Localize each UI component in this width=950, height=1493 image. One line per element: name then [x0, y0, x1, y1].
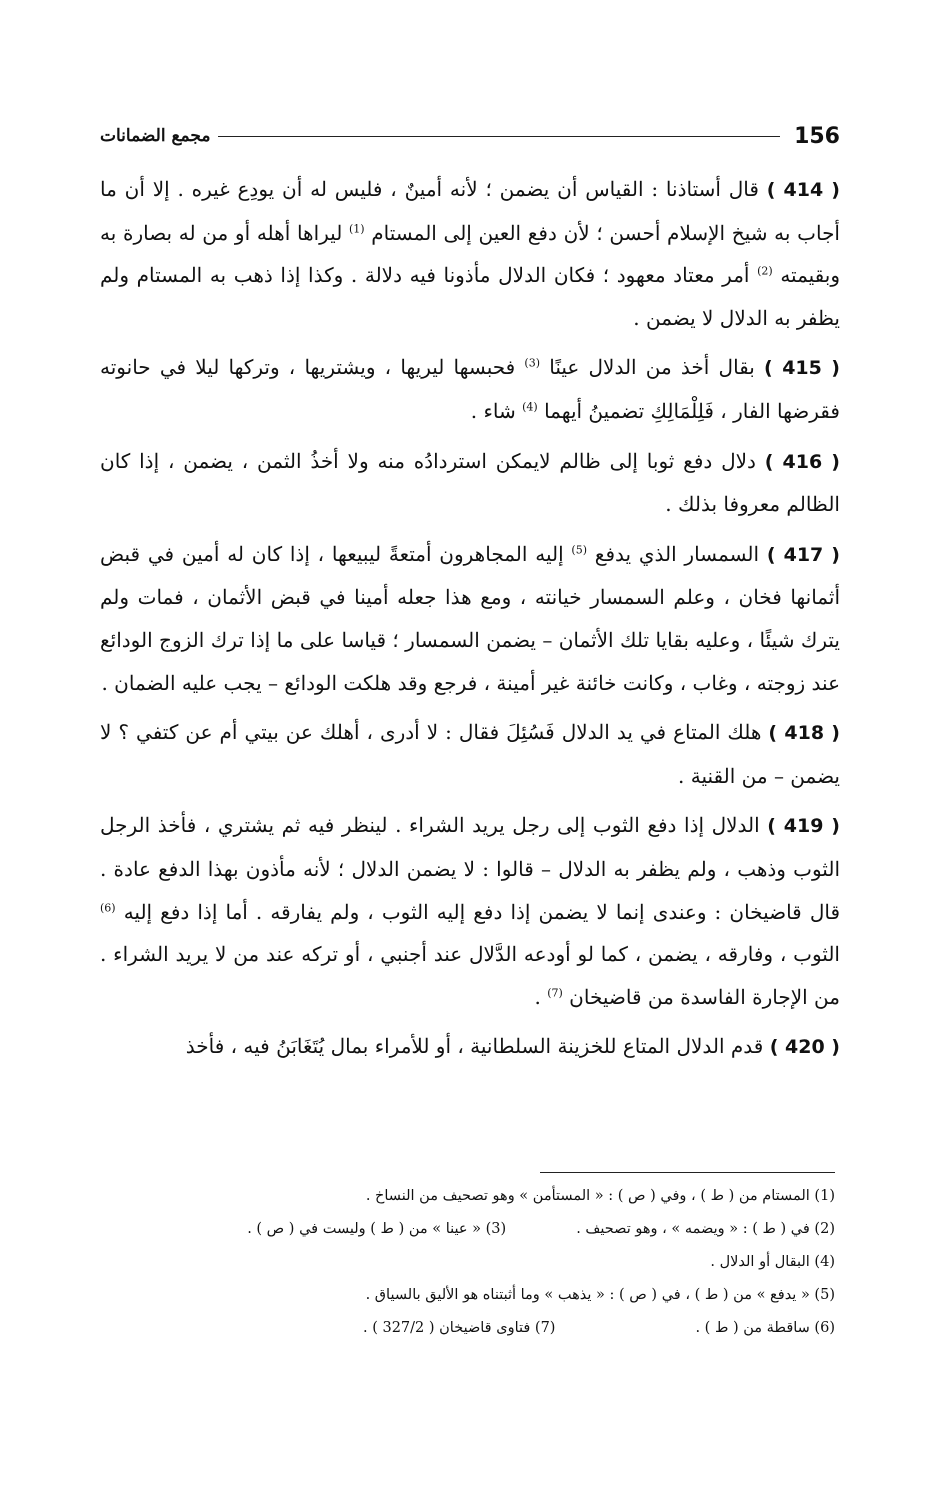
paragraph-text: قدم الدلال المتاع للخزينة السلطانية ، أو للأمراء بمال يُتَغَابَنُ فيه ، فأخذ	[185, 1034, 764, 1059]
footnote-separator	[540, 1172, 835, 1173]
paragraph-number: ( 419 )	[767, 815, 840, 838]
paragraph-text: إليه المجاهرون أمتعةً ليبيعها ، إذا كان له أمين في قبض أثمانها فخان ، وعلم السمسار خيانته ، ومع هذا جعله أمينا في قبض الأثمان ، فمات ولم يترك شيئًا ، وعليه بقايا تلك الأثمان – يضمن السمسار ؛ قياسا على ما إذا ترك الزوج الودائع عند زوجته ، وغاب ، وكانت خائنة غير أمينة ، فرجع وقد هلكت الودائع – يجب عليه الضمان .	[100, 541, 840, 695]
footnote-4: (4) البقال أو الدلال .	[710, 1254, 835, 1270]
footnote-row	[100, 1312, 835, 1345]
paragraph-416	[100, 440, 840, 526]
paragraph-417	[100, 533, 840, 704]
body-text	[100, 168, 840, 1076]
footnote-ref: (4)	[522, 400, 538, 414]
footnote-row	[100, 1213, 835, 1246]
footnote-ref: (3)	[524, 356, 541, 370]
footnote-row	[100, 1180, 835, 1213]
paragraph-text: فحبسها ليريها ، ويشتريها ، وتركها ليلا في حانوته فقرضها الفار ، فَلِلْمَالِكِ تضمينُ أيهما	[100, 355, 840, 423]
page-header	[100, 118, 840, 154]
paragraph-420	[100, 1025, 840, 1069]
paragraph-419	[100, 804, 840, 1018]
paragraph-text: دلال دفع ثوبا إلى ظالم لايمكن استردادُه منه ولا أخذُ الثمن ، يضمن ، إذا كان الظالم معروفا بذلك .	[100, 448, 840, 517]
header-rule	[218, 136, 780, 137]
paragraph-418	[100, 711, 840, 797]
paragraph-text: قال أستاذنا : القياس أن يضمن ؛ لأنه أمينٌ ، فليس له أن يودِع غيره . إلا أن ما أجاب به شيخ الإسلام أحسن ؛ لأن دفع العين إلى المستام	[100, 177, 840, 245]
paragraph-number: ( 420 )	[769, 1036, 840, 1059]
paragraph-number: ( 418 )	[768, 722, 840, 745]
footnote-ref: (6)	[100, 900, 116, 914]
paragraph-text: ليراها أهله أو من له بصارة به وبقيمته	[100, 220, 841, 288]
footnote-ref: (2)	[757, 264, 773, 278]
paragraph-number: ( 417 )	[766, 543, 840, 566]
footnote-row	[100, 1279, 835, 1312]
paragraph-text: .	[534, 984, 541, 1009]
footnote-2: (2) في ( ط ) : « ويضمه » ، وهو تصحيف .	[576, 1221, 835, 1237]
footnote-5: (5) « يدفع » من ( ط ) ، في ( ص ) : « يذهب » وما أثبتناه هو الأليق بالسياق .	[365, 1287, 835, 1303]
paragraph-number: ( 414 )	[766, 179, 840, 201]
paragraph-text: السمسار الذي يدفع	[594, 541, 760, 566]
footnote-6: (6) ساقطة من ( ط ) .	[695, 1320, 835, 1336]
footnote-ref: (7)	[547, 986, 563, 1000]
paragraph-text: شاء .	[470, 398, 516, 423]
paragraph-415	[100, 346, 840, 432]
paragraph-text: أمر معتاد معهود ؛ فكان الدلال مأذونا فيه دلالة . وكذا إذا ذهب به المستام ولم يظفر به الدلال لا يضمن .	[100, 263, 840, 330]
footnote-3: (3) « عينا » من ( ط ) وليست في ( ص ) .	[247, 1221, 507, 1237]
paragraph-number: ( 415 )	[764, 357, 840, 380]
footnote-ref: (1)	[349, 221, 365, 235]
paragraph-text: الثوب ، وفارقه ، يضمن ، كما لو أودعه الدَّلال عند أجنبي ، أو تركه عند من لا يريد الشراء . من الإجارة الفاسدة من قاضيخان	[100, 942, 840, 1009]
footnotes	[100, 1180, 835, 1345]
running-title: مجمع الضمانات	[100, 126, 211, 146]
paragraph-number: ( 416 )	[764, 450, 840, 473]
paragraph-text: هلك المتاع في يد الدلال فَسُئِلَ فقال : لا أدرى ، أهلك عن بيتي أم عن كتفي ؟ لا يضمن – من القنية .	[100, 720, 840, 788]
paragraph-text: الدلال إذا دفع الثوب إلى رجل يريد الشراء . لينظر فيه ثم يشتري ، فأخذ الرجل الثوب وذهب ، ولم يظفر به الدلال – قالوا : لا يضمن الدلال ؛ لأنه مأذون بهذا الدفع عادة . قال قاضيخان : وعندى إنما لا يضمن إذا دفع إليه الثوب ، ولم يفارقه . أما إذا دفع إليه	[100, 813, 841, 924]
footnote-row	[100, 1246, 835, 1279]
page-number: 156	[794, 123, 840, 149]
paragraph-text: بقال أخذ من الدلال عينًا	[549, 355, 755, 380]
footnote-7: (7) فتاوى قاضيخان ( 327/2 ) .	[362, 1320, 556, 1336]
footnote-1: (1) المستام من ( ط ) ، وفي ( ص ) : « المستأمن » وهو تصحيف من النساخ .	[365, 1188, 835, 1204]
paragraph-414	[100, 168, 840, 339]
footnote-ref: (5)	[571, 543, 588, 557]
